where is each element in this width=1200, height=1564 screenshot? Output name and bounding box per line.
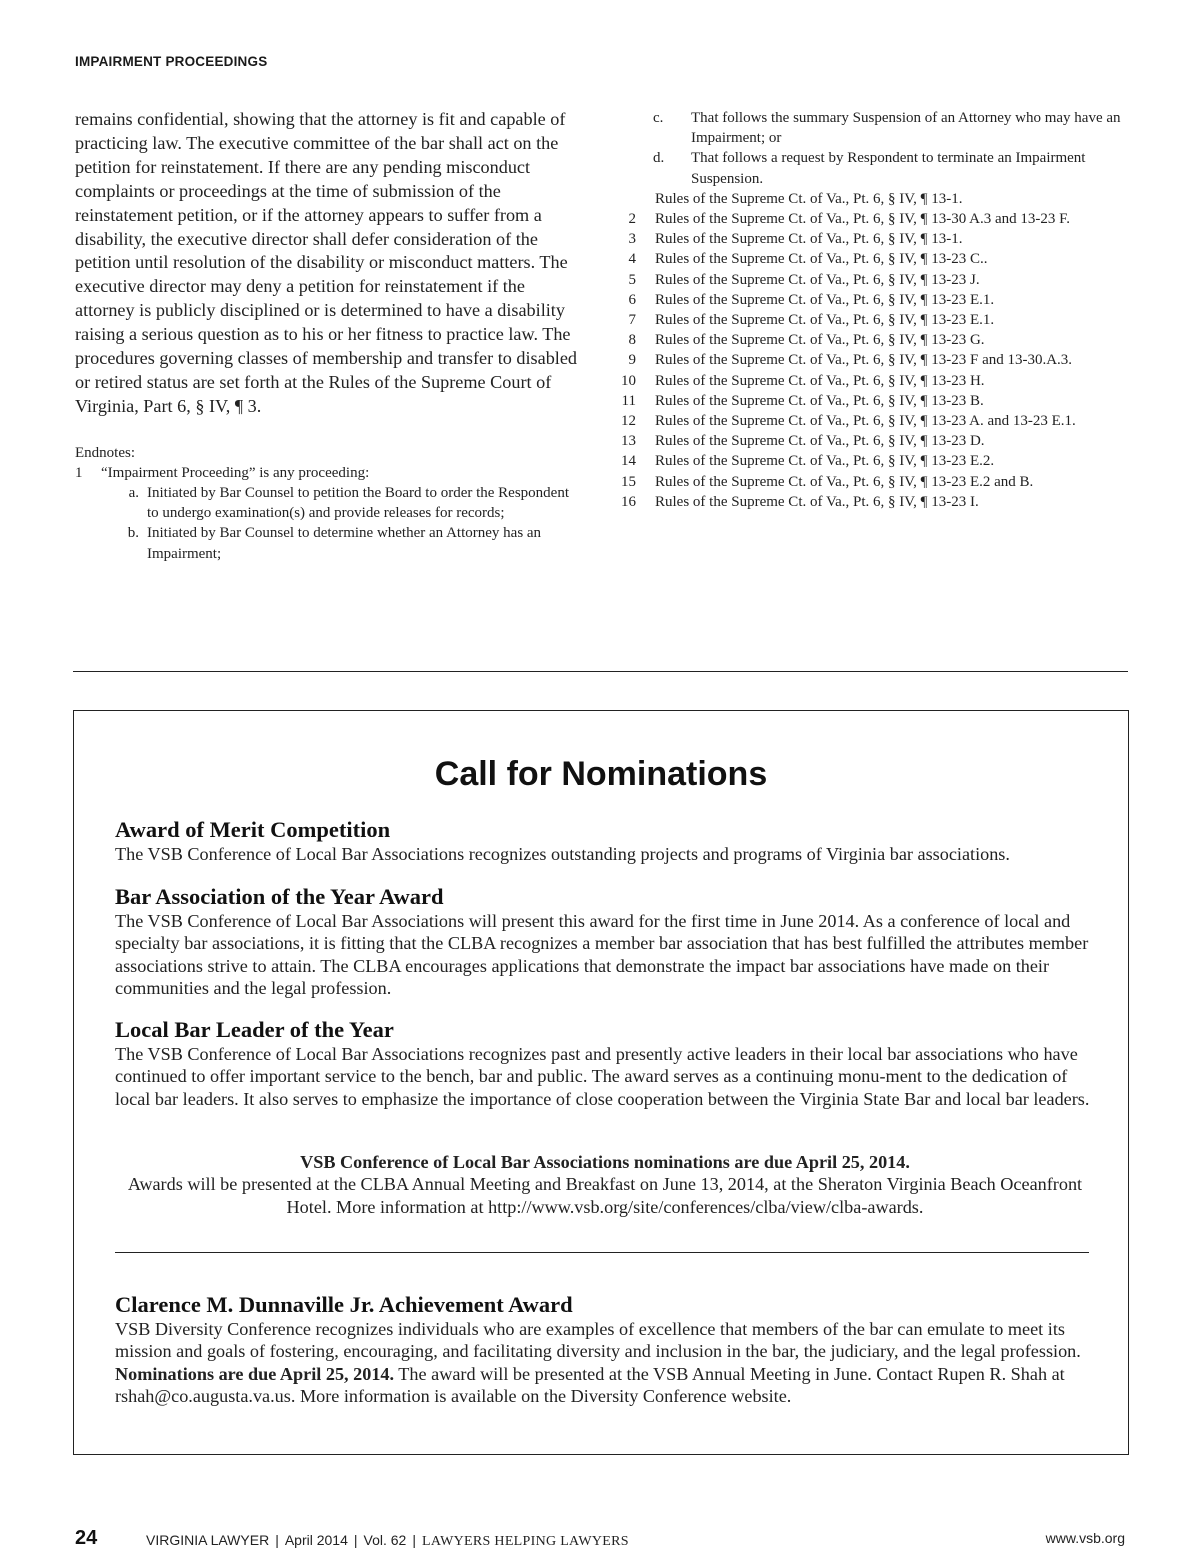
award-bar-association-year: [115, 884, 1095, 999]
endnote-item: [612, 270, 1128, 290]
endnote-item: [612, 451, 1128, 471]
endnote-number: 13: [621, 433, 636, 450]
sub-item-text: Initiated by Bar Counsel to petition the Board to order the Respondent to undergo examination(s) and provide releases for records;: [147, 484, 569, 522]
due-date-emphasis: Nominations are due April 25, 2014.: [115, 1363, 395, 1384]
right-column: [612, 108, 1128, 512]
sub-item-label: b.: [127, 525, 139, 542]
endnote-item: [612, 229, 1128, 249]
award-title: Clarence M. Dunnaville Jr. Achievement Award: [115, 1292, 573, 1317]
endnote-number: 1: [75, 464, 83, 481]
description-text: The award will be presented at the VSB Annual Meeting in June. Contact Rupen R. Shah at rshah@co.augusta.va.us. More information is available on the Diversity Conference website.: [115, 1363, 1065, 1406]
endnotes-list: [612, 209, 1128, 512]
endnote-text: Rules of the Supreme Ct. of Va., Pt. 6, § IV, ¶ 13-23 E.2.: [655, 453, 995, 470]
endnote-number: 12: [621, 413, 636, 430]
award-title: Local Bar Leader of the Year: [115, 1017, 394, 1042]
award-dunnaville: [115, 1292, 1095, 1407]
endnote-source: [612, 189, 1128, 209]
presentation-info: Awards will be presented at the CLBA Annual Meeting and Breakfast on June 13, 2014, at the Sheraton Virginia Beach Oceanfront Hotel. More information at http://www.vsb.org/site/conferences/clba/view/clba-awards.: [127, 1174, 1083, 1217]
endnote-text: Rules of the Supreme Ct. of Va., Pt. 6, § IV, ¶ 13-1.: [655, 231, 963, 248]
endnote-item: [612, 249, 1128, 269]
endnote-sub-item: [612, 108, 1128, 148]
endnote-text: Rules of the Supreme Ct. of Va., Pt. 6, § IV, ¶ 13-23 A. and 13-23 E.1.: [655, 413, 1076, 430]
endnote-number: 16: [621, 493, 636, 510]
endnote-1: [75, 463, 580, 483]
endnote-text: Rules of the Supreme Ct. of Va., Pt. 6, § IV, ¶ 13-23 E.1.: [655, 291, 995, 308]
endnotes-title: Endnotes:: [75, 444, 135, 461]
endnote-text: Rules of the Supreme Ct. of Va., Pt. 6, § IV, ¶ 13-23 H.: [655, 372, 985, 389]
award-local-bar-leader: [115, 1017, 1095, 1110]
award-description: The VSB Conference of Local Bar Associations recognizes past and presently active leaders in their local bar associations who have continued to offer important service to the bench, bar and public. The award serves as a continuing monu-ment to the dedication of local bar leaders. It also serves to emphasize the importance of close cooperation between the Virginia State Bar and local bar leaders.: [115, 1044, 1090, 1109]
endnote-item: [612, 350, 1128, 370]
website-link[interactable]: www.vsb.org: [1045, 1530, 1125, 1546]
sub-item-label: d.: [653, 150, 665, 167]
call-for-nominations-box: [73, 710, 1129, 1455]
endnote-item: [612, 290, 1128, 310]
endnote-text: Rules of the Supreme Ct. of Va., Pt. 6, § IV, ¶ 13-23 E.1.: [655, 312, 995, 329]
endnote-number: 6: [628, 291, 636, 308]
endnote-text: Rules of the Supreme Ct. of Va., Pt. 6, § IV, ¶ 13-1.: [655, 190, 963, 207]
endnote-item: [612, 431, 1128, 451]
endnote-item: [612, 209, 1128, 229]
endnote-number: 3: [628, 231, 636, 248]
endnote-item: [612, 310, 1128, 330]
endnote-text: Rules of the Supreme Ct. of Va., Pt. 6, § IV, ¶ 13-23 I.: [655, 493, 979, 510]
endnote-item: [612, 391, 1128, 411]
endnote-number: 7: [628, 312, 636, 329]
separator: |: [353, 1532, 358, 1548]
publication-line: [146, 1532, 629, 1550]
endnote-number: 14: [621, 453, 636, 470]
award-title: Bar Association of the Year Award: [115, 884, 444, 909]
sub-item-text: That follows the summary Suspension of an Attorney who may have an Impairment; or: [691, 110, 1121, 147]
endnote-sub-item: [75, 483, 580, 523]
endnote-text: Rules of the Supreme Ct. of Va., Pt. 6, § IV, ¶ 13-23 F and 13-30.A.3.: [655, 352, 1073, 369]
body-paragraph: remains confidential, showing that the attorney is fit and capable of practicing law. The executive committee of the bar shall act on the petition for reinstatement. If there are any pending misconduct complaints or proceedings at the time of submission of the reinstatement petition, or if the attorney appears to suffer from a disability, the executive director shall defer consideration of the petition until resolution of the disability or misconduct matters. The executive director may deny a petition for reinstatement if the attorney is publicly disciplined or is determined to have a disability raising a serious question as to his or her fitness to practice law. The procedures governing classes of membership and transfer to disabled or retired status are set forth at the Rules of the Supreme Court of Virginia, Part 6, § IV, ¶ 3.: [75, 109, 578, 416]
endnote-number: 4: [628, 251, 636, 268]
endnote-number: 5: [628, 271, 636, 288]
endnote-item: [612, 371, 1128, 391]
description-text: VSB Diversity Conference recognizes individuals who are examples of excellence that members of the bar can emulate to meet its mission and goals of fostering, encouraging, and facilitating diversity and inclusion in the bar, the judiciary, and the legal profession.: [115, 1319, 1081, 1362]
sub-item-text: Initiated by Bar Counsel to determine whether an Attorney has an Impairment;: [147, 525, 542, 562]
sub-item-text: That follows a request by Respondent to terminate an Impairment Suspension.: [691, 150, 1086, 187]
endnote-item: [612, 472, 1128, 492]
endnote-text: Rules of the Supreme Ct. of Va., Pt. 6, § IV, ¶ 13-23 D.: [655, 433, 985, 450]
divider: [73, 671, 1128, 672]
endnote-sub-item: [75, 523, 580, 563]
endnote-item: [612, 411, 1128, 431]
endnote-text: Rules of the Supreme Ct. of Va., Pt. 6, § IV, ¶ 13-23 B.: [655, 392, 984, 409]
sub-item-label: a.: [128, 484, 139, 501]
endnote-number: 8: [628, 332, 636, 349]
endnote-text: “Impairment Proceeding” is any proceeding:: [101, 464, 370, 481]
box-divider: [115, 1252, 1089, 1253]
endnote-number: 15: [621, 473, 636, 490]
section-label: IMPAIRMENT PROCEEDINGS: [75, 54, 268, 69]
endnote-text: Rules of the Supreme Ct. of Va., Pt. 6, § IV, ¶ 13-23 G.: [655, 332, 985, 349]
award-description: The VSB Conference of Local Bar Associations will present this award for the first time in June 2014. As a conference of local and specialty bar associations, it is fitting that the CLBA recognizes a member bar association that has best fulfilled the attributes member associations strive to attain. The CLBA encourages applications that demonstrate the impact bar associations have made on their communities and the legal profession.: [115, 911, 1089, 998]
tagline: LAWYERS HELPING LAWYERS: [421, 1534, 629, 1549]
endnote-text: Rules of the Supreme Ct. of Va., Pt. 6, § IV, ¶ 13-30 A.3 and 13-23 F.: [655, 211, 1071, 228]
award-merit-competition: [115, 817, 1095, 865]
box-title: Call for Nominations: [434, 755, 768, 793]
page-number: 24: [75, 1527, 98, 1549]
endnote-number: 2: [628, 211, 636, 228]
award-title: Award of Merit Competition: [115, 817, 391, 842]
award-description: The VSB Conference of Local Bar Associations recognizes outstanding projects and programs of Virginia bar associations.: [115, 844, 1010, 864]
volume: Vol. 62: [363, 1532, 407, 1548]
endnote-number: 11: [621, 392, 636, 409]
issue-date: April 2014: [284, 1532, 348, 1548]
left-column: [75, 108, 580, 564]
award-description: [115, 1318, 1095, 1407]
publication-name: VIRGINIA LAWYER: [146, 1532, 270, 1548]
endnote-number: 9: [628, 352, 636, 369]
separator: |: [412, 1532, 416, 1548]
endnote-item: [612, 492, 1128, 512]
endnote-text: Rules of the Supreme Ct. of Va., Pt. 6, § IV, ¶ 13-23 J.: [655, 271, 980, 288]
endnote-number: 10: [621, 372, 636, 389]
due-date-line: VSB Conference of Local Bar Associations nominations are due April 25, 2014.: [300, 1152, 910, 1172]
endnote-sub-item: [612, 148, 1128, 188]
separator: |: [275, 1532, 279, 1548]
endnote-item: [612, 330, 1128, 350]
page-footer: [0, 1527, 1200, 1557]
nominations-due-notice: [115, 1151, 1095, 1218]
endnote-text: Rules of the Supreme Ct. of Va., Pt. 6, § IV, ¶ 13-23 C..: [655, 251, 988, 268]
endnote-text: Rules of the Supreme Ct. of Va., Pt. 6, § IV, ¶ 13-23 E.2 and B.: [655, 473, 1034, 490]
sub-item-label: c.: [653, 110, 664, 126]
